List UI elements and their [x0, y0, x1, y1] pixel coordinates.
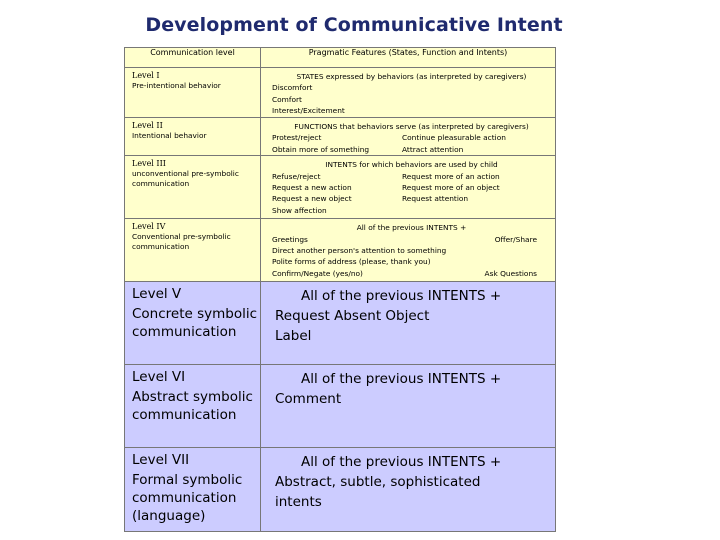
- level-cell: [125, 118, 261, 156]
- features-heading: STATES expressed by behaviors (as interpreted by caregivers): [296, 72, 527, 81]
- feature-item: Obtain more of something: [272, 144, 370, 154]
- features-heading: All of the previous INTENTS +: [301, 371, 502, 388]
- level-cell: [125, 282, 261, 365]
- feature-item: Continue pleasurable action: [402, 133, 506, 143]
- features-cell: [261, 219, 556, 282]
- feature-item: Attract attention: [402, 144, 464, 154]
- level-cell: [125, 365, 261, 448]
- feature-item: Interest/Excitement: [272, 106, 345, 116]
- feature-item: Show affection: [272, 205, 327, 215]
- feature-item: Refuse/reject: [272, 171, 321, 181]
- features-cell: [261, 365, 556, 448]
- level-description: Pre-intentional behavior: [132, 81, 221, 90]
- table-row: [125, 156, 556, 219]
- feature-item: Ask Questions: [484, 268, 537, 278]
- table-header-row: [125, 48, 556, 68]
- feature-pair: [272, 144, 551, 155]
- feature-item: Confirm/Negate (yes/no): [272, 268, 363, 278]
- level-description: unconventional pre-symbolic communication: [132, 169, 239, 189]
- features-heading: All of the previous INTENTS +: [301, 454, 502, 471]
- features-cell: [261, 448, 556, 532]
- level-description: Formal symbolic communication (language): [132, 472, 243, 525]
- level-name: Level IV: [132, 222, 166, 232]
- feature-item: Request more of an object: [402, 183, 500, 193]
- feature-item: Request more of an action: [402, 171, 500, 181]
- features-cell: [261, 156, 556, 219]
- feature-pair: [272, 193, 551, 204]
- level-description: Concrete symbolic communication: [132, 306, 258, 341]
- header-pragmatic-features: Pragmatic Features (States, Function and Intents): [261, 48, 556, 68]
- level-name: Level III: [132, 159, 166, 169]
- level-name: Level VI: [132, 369, 186, 386]
- table-row: [125, 282, 556, 365]
- feature-item: Comfort: [272, 94, 302, 104]
- features-cell: [261, 118, 556, 156]
- feature-item: Abstract, subtle, sophisticated intents: [275, 474, 481, 511]
- table-row: [125, 365, 556, 448]
- page-title: Development of Communicative Intent: [145, 14, 563, 36]
- feature-item: Greetings: [272, 234, 308, 244]
- feature-item: Direct another person's attention to something: [272, 246, 447, 256]
- table-row: [125, 219, 556, 282]
- feature-item: Request a new object: [272, 194, 352, 204]
- feature-item: Request Absent Object Label: [275, 308, 430, 345]
- feature-item: Discomfort: [272, 83, 313, 93]
- level-description: Intentional behavior: [132, 131, 207, 140]
- feature-pair: [272, 234, 551, 245]
- feature-item: Offer/Share: [494, 234, 537, 244]
- table-row: [125, 118, 556, 156]
- table-row: [125, 448, 556, 532]
- level-description: Conventional pre-symbolic communication: [132, 232, 231, 252]
- feature-pair: [272, 182, 551, 193]
- feature-pair: [272, 171, 551, 182]
- table-row: [125, 68, 556, 118]
- feature-item: Comment: [275, 391, 342, 408]
- level-cell: [125, 448, 261, 532]
- feature-pair: [272, 132, 551, 143]
- features-heading: All of the previous INTENTS +: [301, 288, 502, 305]
- features-cell: [261, 282, 556, 365]
- level-description: Abstract symbolic communication: [132, 389, 253, 424]
- level-cell: [125, 68, 261, 118]
- features-heading: All of the previous INTENTS +: [356, 223, 467, 233]
- feature-item: Polite forms of address (please, thank you): [272, 257, 431, 267]
- level-cell: [125, 156, 261, 219]
- level-name: Level VII: [132, 452, 190, 469]
- features-heading: FUNCTIONS that behaviors serve (as interpreted by caregivers): [294, 122, 529, 131]
- level-name: Level II: [132, 121, 163, 130]
- features-heading: INTENTS for which behaviors are used by child: [325, 160, 498, 170]
- header-communication-level: Communication level: [125, 48, 261, 68]
- features-cell: [261, 68, 556, 118]
- level-cell: [125, 219, 261, 282]
- feature-pair: [272, 268, 551, 279]
- level-name: Level V: [132, 286, 182, 303]
- feature-item: Request attention: [402, 194, 469, 204]
- feature-item: Protest/reject: [272, 133, 322, 143]
- communication-table: [124, 47, 556, 532]
- level-name: Level I: [132, 71, 160, 80]
- feature-item: Request a new action: [272, 183, 352, 193]
